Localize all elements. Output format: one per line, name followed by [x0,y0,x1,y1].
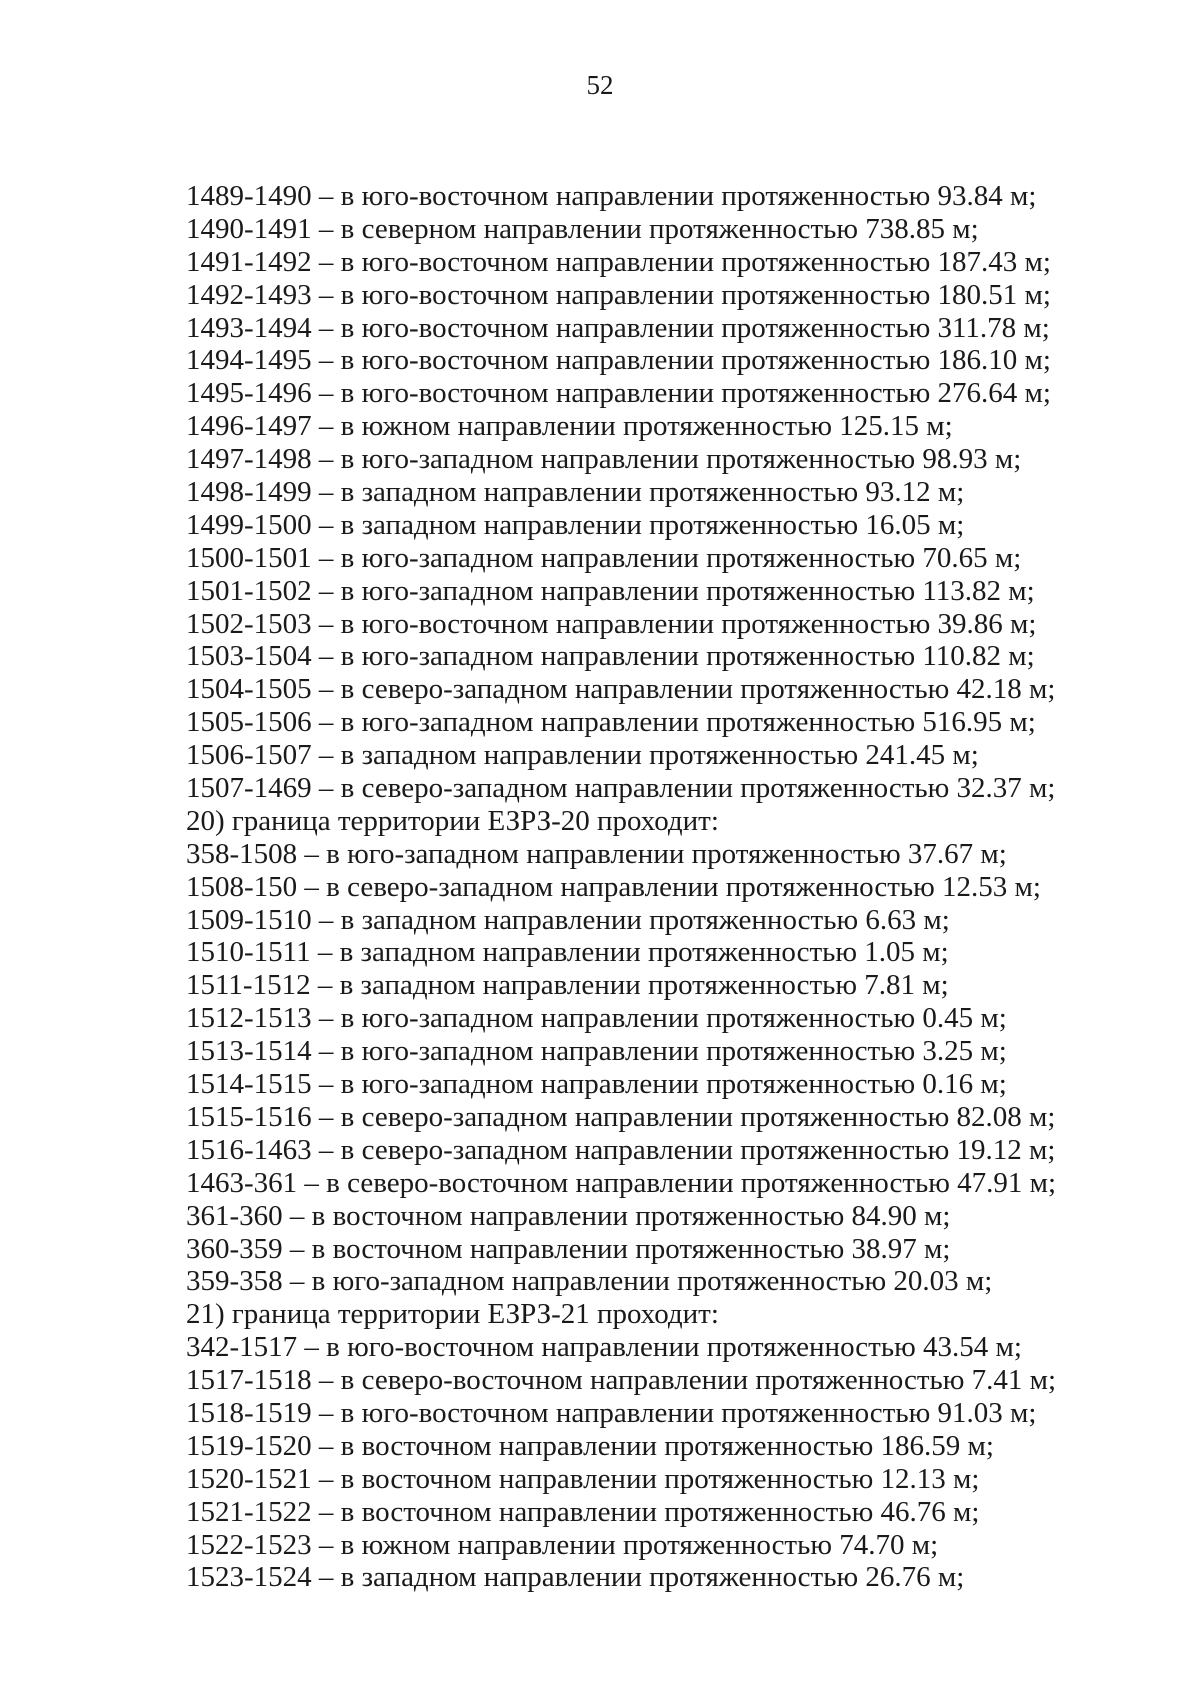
boundary-line: 1502-1503 – в юго-восточном направлении протяженностью 39.86 м; [186,607,1037,640]
boundary-description [186,180,1086,1594]
boundary-line: 1501-1502 – в юго-западном направлении протяженностью 113.82 м; [186,574,1035,607]
boundary-line: 1500-1501 – в юго-западном направлении протяженностью 70.65 м; [186,541,1022,574]
page-number: 52 [586,70,614,100]
section-heading: 21) граница территории ЕЗРЗ-21 проходит: [186,1298,719,1331]
boundary-line: 1523-1524 – в западном направлении протяженностью 26.76 м; [186,1561,965,1594]
boundary-line: 1489-1490 – в юго-восточном направлении протяженностью 93.84 м; [186,180,1037,212]
boundary-line: 1504-1505 – в северо-западном направлении протяженностью 42.18 м; [186,673,1056,706]
boundary-line: 1463-361 – в северо-восточном направлении протяженностью 47.91 м; [186,1166,1057,1199]
section-heading: 20) граница территории ЕЗРЗ-20 проходит: [186,804,719,837]
boundary-line: 1520-1521 – в восточном направлении протяженностью 12.13 м; [186,1462,980,1495]
boundary-line: 361-360 – в восточном направлении протяженностью 84.90 м; [186,1199,951,1232]
boundary-line: 1510-1511 – в западном направлении протяженностью 1.05 м; [186,936,949,969]
boundary-line: 1515-1516 – в северо-западном направлении протяженностью 82.08 м; [186,1100,1056,1133]
boundary-line: 1511-1512 – в западном направлении протяженностью 7.81 м; [186,969,949,1002]
boundary-line: 1499-1500 – в западном направлении протяженностью 16.05 м; [186,508,965,541]
boundary-line: 1506-1507 – в западном направлении протяженностью 241.45 м; [186,739,979,772]
boundary-line: 1494-1495 – в юго-восточном направлении протяженностью 186.10 м; [186,344,1051,377]
boundary-line: 1522-1523 – в южном направлении протяженностью 74.70 м; [186,1528,939,1561]
boundary-line: 1509-1510 – в западном направлении протяженностью 6.63 м; [186,903,950,936]
boundary-line: 358-1508 – в юго-западном направлении протяженностью 37.67 м; [186,837,1007,870]
boundary-line: 1507-1469 – в северо-западном направлении протяженностью 32.37 м; [186,772,1056,805]
boundary-line: 1493-1494 – в юго-восточном направлении протяженностью 311.78 м; [186,311,1050,344]
boundary-line: 1521-1522 – в восточном направлении протяженностью 46.76 м; [186,1495,980,1528]
boundary-line: 1516-1463 – в северо-западном направлении протяженностью 19.12 м; [186,1133,1056,1166]
boundary-line: 1490-1491 – в северном направлении протяженностью 738.85 м; [186,212,979,245]
boundary-line: 1496-1497 – в южном направлении протяженностью 125.15 м; [186,410,953,443]
boundary-line: 360-359 – в восточном направлении протяженностью 38.97 м; [186,1232,951,1265]
boundary-line: 1518-1519 – в юго-восточном направлении протяженностью 91.03 м; [186,1396,1037,1429]
boundary-line: 1505-1506 – в юго-западном направлении протяженностью 516.95 м; [186,706,1036,739]
boundary-line: 1498-1499 – в западном направлении протяженностью 93.12 м; [186,476,965,509]
boundary-line: 1513-1514 – в юго-западном направлении протяженностью 3.25 м; [186,1035,1007,1068]
boundary-line: 1495-1496 – в юго-восточном направлении протяженностью 276.64 м; [186,377,1051,410]
boundary-line: 1503-1504 – в юго-западном направлении протяженностью 110.82 м; [186,640,1035,673]
boundary-line: 359-358 – в юго-западном направлении протяженностью 20.03 м; [186,1265,993,1298]
boundary-line: 1517-1518 – в северо-восточном направлении протяженностью 7.41 м; [186,1364,1057,1397]
boundary-line: 1514-1515 – в юго-западном направлении протяженностью 0.16 м; [186,1068,1007,1101]
boundary-line: 1508-150 – в северо-западном направлении протяженностью 12.53 м; [186,870,1041,903]
boundary-line: 1497-1498 – в юго-западном направлении протяженностью 98.93 м; [186,443,1022,476]
boundary-line: 1492-1493 – в юго-восточном направлении протяженностью 180.51 м; [186,278,1051,311]
boundary-line: 1491-1492 – в юго-восточном направлении протяженностью 187.43 м; [186,245,1051,278]
boundary-line: 1519-1520 – в восточном направлении протяженностью 186.59 м; [186,1429,994,1462]
boundary-line: 1512-1513 – в юго-западном направлении протяженностью 0.45 м; [186,1002,1007,1035]
boundary-line: 342-1517 – в юго-восточном направлении протяженностью 43.54 м; [186,1331,1022,1364]
